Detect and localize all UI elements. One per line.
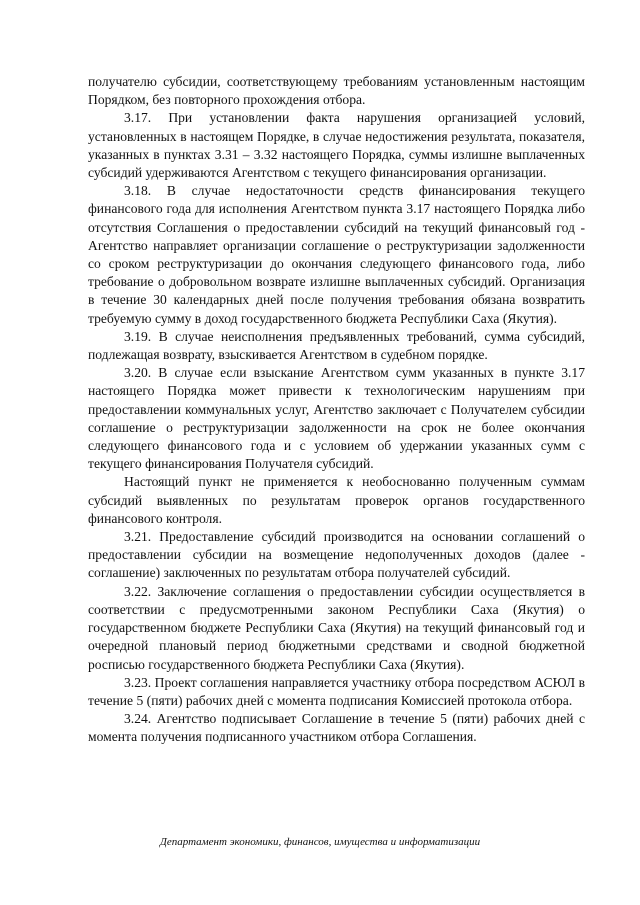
paragraph-3-20: 3.20. В случае если взыскание Агентством сумм указанных в пункте 3.17 настоящего Порядка может привести к технологическим нарушениям при предоставлении коммунальных услуг, Агентство заключает с Получателем субсидии соглашение о реструктуризации задолженности на срок не более окончания следующего финансового года и с условием об удержании указанных сумм с текущего финансирования Получателя субсидий. [88,365,585,472]
paragraph-3-19: 3.19. В случае неисполнения предъявленных требований, сумма субсидий, подлежащая возврату, взыскивается Агентством в судебном порядке. [88,328,585,363]
paragraph-3-23: 3.23. Проект соглашения направляется участнику отбора посредством АСЮЛ в течение 5 (пяти) рабочих дней с момента подписания Комиссией протокола отбора. [88,674,585,708]
paragraph-3-18: 3.18. В случае недостаточности средств финансирования текущего финансового года для исполнения Агентством пункта 3.17 настоящего Порядка либо отсутствия Соглашения о предоставлении субсидий на текущий финансовый год - Агентство направляет организации соглашение о реструктуризации задолженности со сроком реструктуризации до окончания следующего финансового года, либо требование о добровольном возврате излишне выплаченных субсидий. Организация в течение 30 календарных дней после получения требования обязана возвратить требуемую сумму в доход государственного бюджета Республики Саха (Якутия). [88,183,585,326]
document-body [88,73,585,747]
paragraph-continuation: получателю субсидии, соответствующему требованиям установленным настоящим Порядком, без повторного прохождения отбора. [88,74,585,108]
page-footer: Департамент экономики, финансов, имущества и информатизации [159,836,481,848]
paragraph-3-21: 3.21. Предоставление субсидий производится на основании соглашений о предоставлении субсидии на возмещение недополученных доходов (далее - соглашение) заключенных по результатам отбора получателей субсидий. [88,529,585,581]
paragraph-3-22: 3.22. Заключение соглашения о предоставлении субсидии осуществляется в соответствии с предусмотренными законом Республики Саха (Якутия) о государственном бюджете Республики Саха (Якутия) на текущий финансовый год и очередной плановый период бюджетными средствами и сводной бюджетной росписью государственного бюджета Республики Саха (Якутия). [88,583,585,672]
paragraph-3-24: 3.24. Агентство подписывает Соглашение в течение 5 (пяти) рабочих дней с момента получения подписанного участником отбора Соглашения. [88,711,585,745]
paragraph-3-20-note: Настоящий пункт не применяется к необоснованно полученным суммам субсидий выявленных по результатам проверок органов государственного финансового контроля. [88,474,585,526]
paragraph-3-17: 3.17. При установлении факта нарушения организацией условий, установленных в настоящем Порядке, в случае недостижения результата, показателя, указанных в пунктах 3.31 – 3.32 настоящего Порядка, суммы излишне выплаченных субсидий удерживаются Агентством с текущего финансирования организации. [88,110,585,181]
